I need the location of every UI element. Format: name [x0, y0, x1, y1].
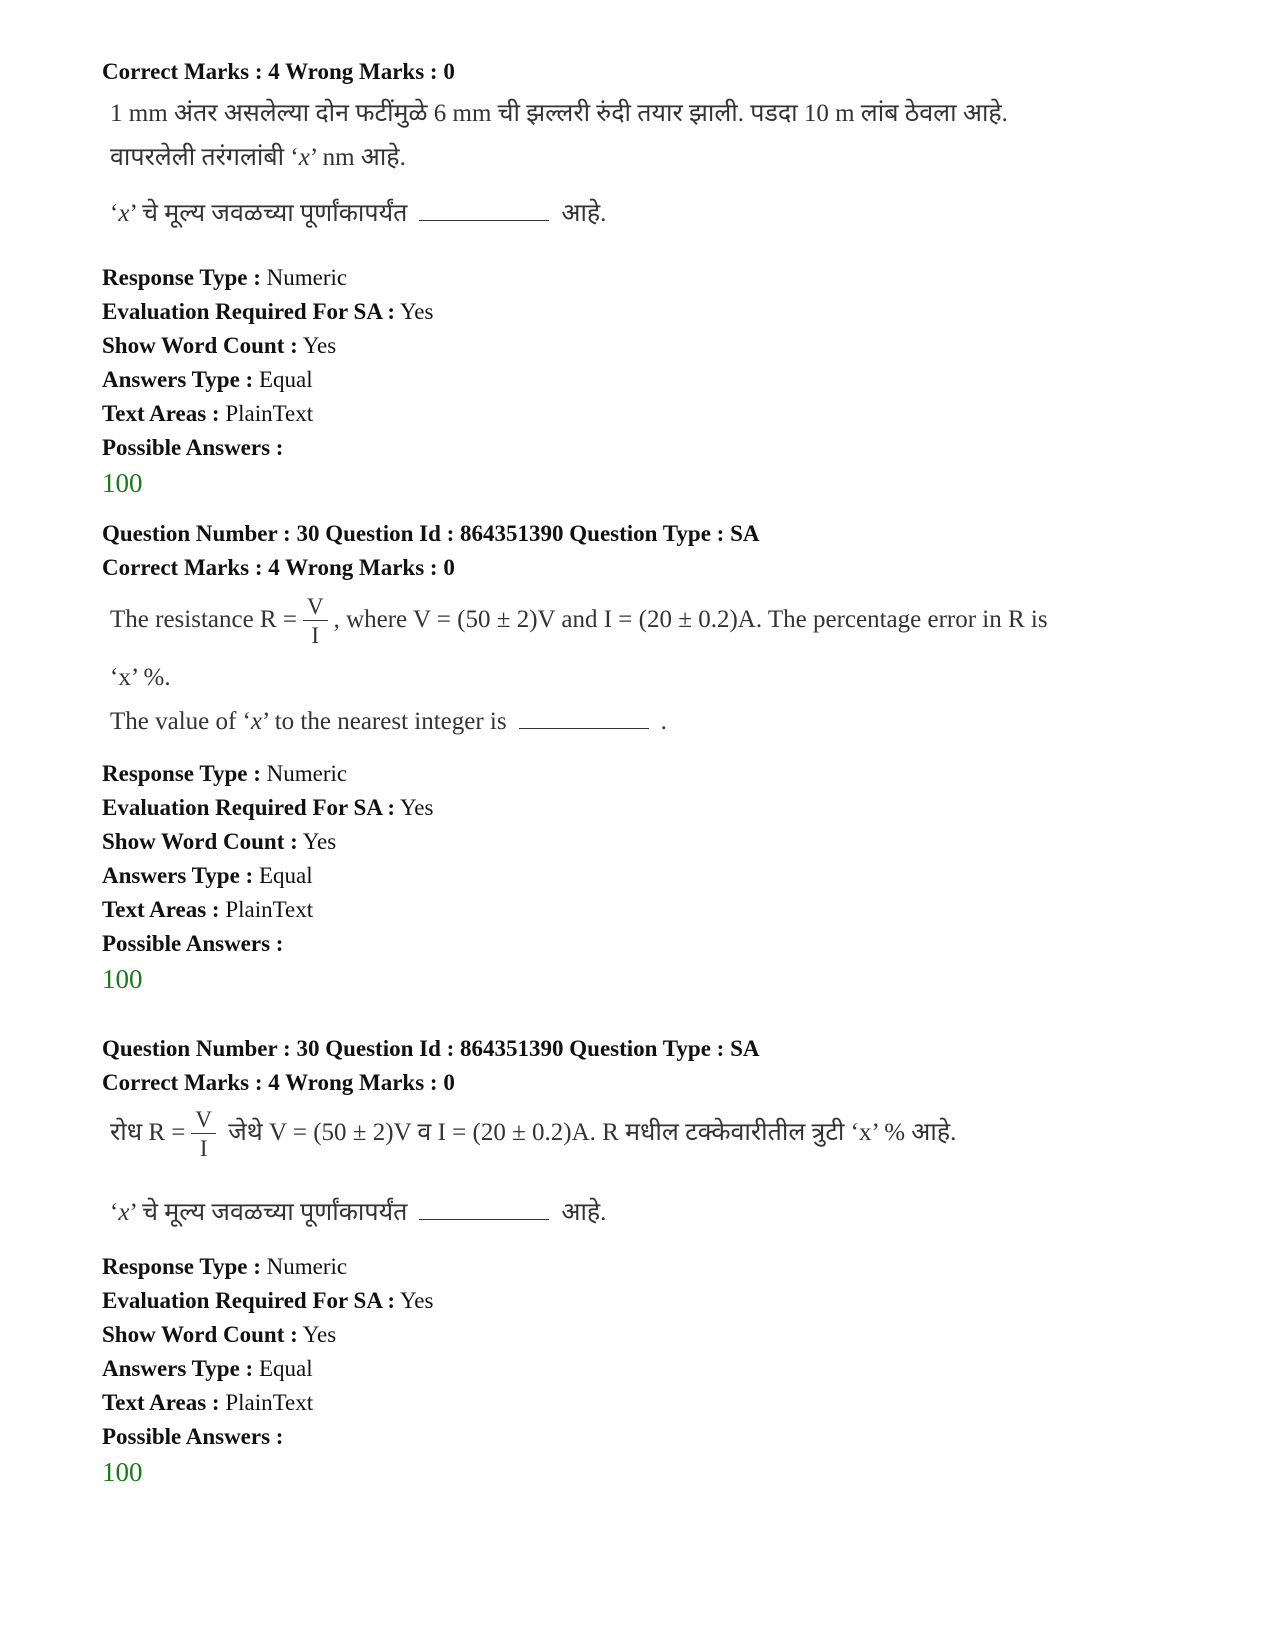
question-line-2 — [110, 141, 406, 175]
response-type-row — [102, 1250, 1202, 1284]
value: Yes — [302, 829, 337, 854]
word-count-row — [102, 825, 1202, 859]
value: Equal — [258, 1356, 313, 1381]
variable-x: x — [118, 1199, 130, 1226]
value: Yes — [302, 1322, 337, 1347]
value: PlainText — [225, 897, 314, 922]
label: Answers Type : — [102, 367, 254, 392]
variable-x: x — [250, 708, 263, 735]
text-part: . — [660, 708, 667, 735]
question-line-1: 1 mm अंतर असलेल्या दोन फटींमुळे 6 mm ची झल्लरी रुंदी तयार झाली. पडदा 10 m लांब ठेवला आहे. — [110, 100, 1008, 127]
fraction-numerator: V — [191, 1108, 216, 1134]
answers-type-row — [102, 363, 1202, 397]
possible-answers-label: Possible Answers : — [102, 1424, 284, 1449]
answers-type-row — [102, 1352, 1202, 1386]
question-line-2: ‘x’ %. — [110, 664, 171, 691]
possible-answer-value: 100 — [102, 1457, 143, 1487]
fraction-v-over-i — [191, 1108, 216, 1160]
text-part: रोध R = — [110, 1119, 186, 1146]
text-areas-row — [102, 397, 1202, 431]
text-part: ’ चे मूल्य जवळच्या पूर्णांकापर्यंत — [129, 1199, 408, 1226]
question-header: Question Number : 30 Question Id : 864351390 Question Type : SA — [102, 521, 760, 546]
answer-blank — [419, 1201, 549, 1220]
response-type-row — [102, 261, 1202, 295]
variable-x: x — [118, 200, 130, 227]
question-line-1 — [110, 1102, 956, 1164]
answers-type-row — [102, 859, 1202, 893]
text-part: The resistance R = — [110, 606, 297, 633]
text-areas-row — [102, 1386, 1202, 1420]
text-part: ’ चे मूल्य जवळच्या पूर्णांकापर्यंत — [129, 200, 408, 227]
label: Evaluation Required For SA : — [102, 299, 396, 324]
label: Text Areas : — [102, 401, 220, 426]
label: Show Word Count : — [102, 333, 298, 358]
possible-answers-label: Possible Answers : — [102, 931, 284, 956]
text-part: , where V = (50 ± 2)V and I = (20 ± 0.2)A. The percentage error in R is — [333, 606, 1048, 633]
value: Yes — [400, 795, 434, 820]
text-part: आहे. — [561, 200, 607, 227]
value: Numeric — [266, 265, 348, 290]
value: Yes — [302, 333, 337, 358]
marks-line: Correct Marks : 4 Wrong Marks : 0 — [102, 59, 455, 84]
text-part: ‘ — [110, 1199, 119, 1226]
marks-line: Correct Marks : 4 Wrong Marks : 0 — [102, 1070, 455, 1095]
text-part: जेथे V = (50 ± 2)V व I = (20 ± 0.2)A. R मधील टक्केवारीतील त्रुटी ‘x’ % आहे. — [221, 1119, 957, 1146]
possible-answer-value: 100 — [102, 468, 143, 498]
label: Show Word Count : — [102, 829, 298, 854]
text-areas-row — [102, 893, 1202, 927]
value: PlainText — [225, 1390, 314, 1415]
label: Text Areas : — [102, 1390, 220, 1415]
value: Yes — [400, 299, 434, 324]
possible-answers-label: Possible Answers : — [102, 435, 284, 460]
answer-blank — [419, 202, 549, 221]
label: Response Type : — [102, 761, 261, 786]
text-part: आहे. — [561, 1199, 607, 1226]
question-line-3 — [110, 197, 606, 231]
question-block-3 — [102, 1032, 1202, 1490]
response-type-row — [102, 757, 1202, 791]
evaluation-row — [102, 295, 1202, 329]
value: PlainText — [225, 401, 314, 426]
label: Evaluation Required For SA : — [102, 795, 396, 820]
value: Numeric — [266, 761, 348, 786]
question-block-1 — [102, 55, 1202, 501]
value: Yes — [400, 1288, 434, 1313]
answer-blank — [519, 710, 649, 729]
question-block-2 — [102, 517, 1202, 997]
value: Numeric — [266, 1254, 348, 1279]
text-part: The value of ‘ — [110, 708, 251, 735]
label: Response Type : — [102, 265, 261, 290]
variable-x: x — [298, 144, 310, 171]
fraction-denominator: I — [311, 623, 320, 649]
evaluation-row — [102, 791, 1202, 825]
label: Answers Type : — [102, 1356, 254, 1381]
word-count-row — [102, 329, 1202, 363]
label: Text Areas : — [102, 897, 220, 922]
text-part: ‘ — [110, 200, 119, 227]
question-text — [102, 89, 1202, 261]
value: Equal — [258, 863, 313, 888]
text-part: वापरलेली तरंगलांबी ‘ — [110, 144, 299, 171]
label: Response Type : — [102, 1254, 261, 1279]
possible-answer-value: 100 — [102, 964, 143, 994]
fraction-v-over-i — [303, 595, 328, 647]
marks-line: Correct Marks : 4 Wrong Marks : 0 — [102, 555, 455, 580]
word-count-row — [102, 1318, 1202, 1352]
question-line-1 — [110, 589, 1048, 651]
fraction-denominator: I — [199, 1136, 208, 1162]
question-line-2 — [110, 1196, 606, 1230]
fraction-numerator: V — [303, 595, 328, 621]
question-text — [102, 585, 1202, 757]
question-line-3 — [110, 705, 667, 739]
question-text — [102, 1100, 1202, 1250]
label: Answers Type : — [102, 863, 254, 888]
label: Evaluation Required For SA : — [102, 1288, 396, 1313]
evaluation-row — [102, 1284, 1202, 1318]
text-part: ’ nm आहे. — [309, 144, 406, 171]
text-part: ’ to the nearest integer is — [262, 708, 507, 735]
value: Equal — [258, 367, 313, 392]
label: Show Word Count : — [102, 1322, 298, 1347]
question-header: Question Number : 30 Question Id : 864351390 Question Type : SA — [102, 1036, 760, 1061]
